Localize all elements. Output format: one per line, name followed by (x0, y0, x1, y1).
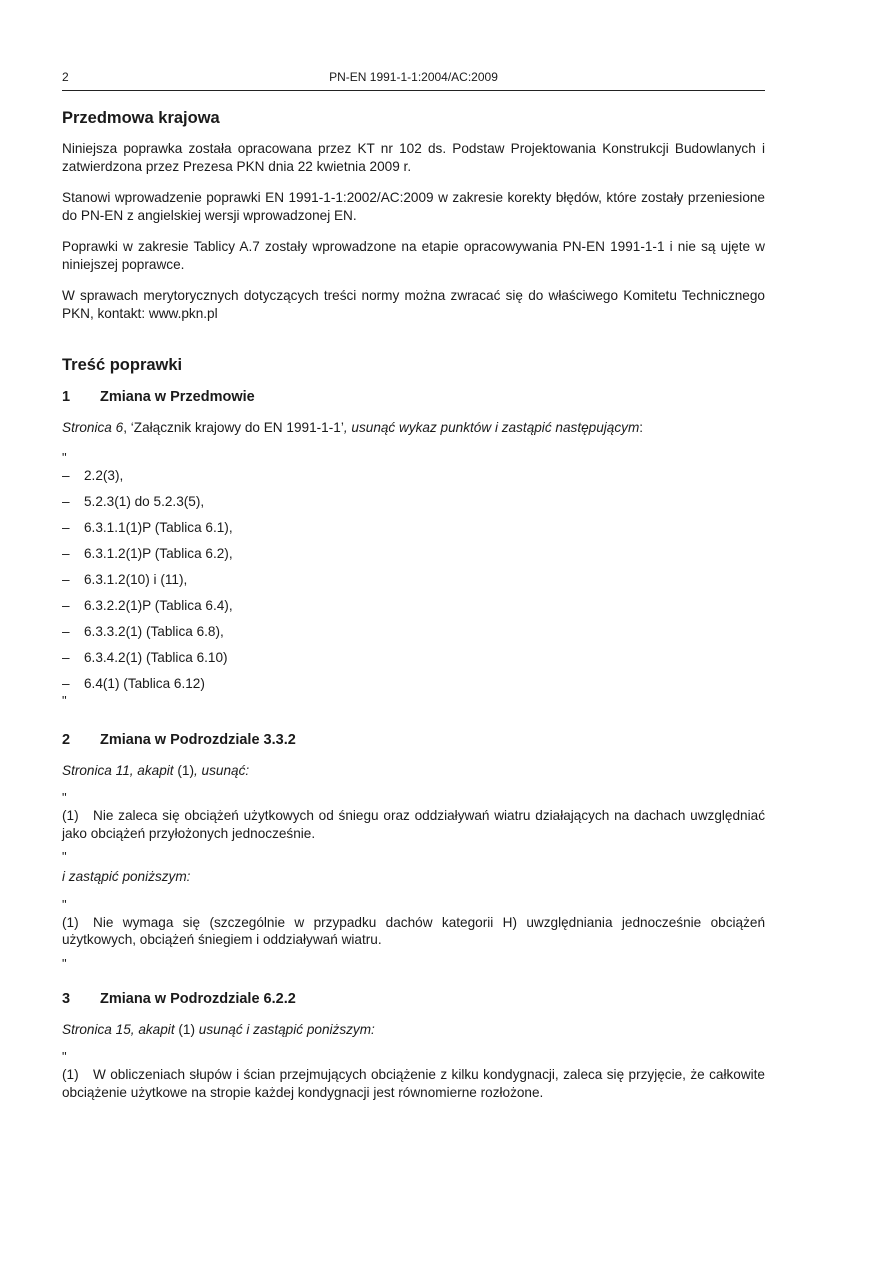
paragraph-text: Nie wymaga się (szczególnie w przypadku dachów kategorii H) uwzględniania jednocześnie obciążeń użytkowych, obciążeń śniegiem i oddziaływań wiatru. (62, 914, 765, 947)
section-2-old-paragraph (62, 807, 765, 842)
section-1-title: Zmiana w Przedmowie (100, 389, 255, 405)
paragraph-text: W obliczeniach słupów i ścian przejmujących obciążenie z kilku kondygnacji, zaleca się przyjęcie, że całkowite obciążenie użytkowe na stropie każdej kondygnacji jest równomierne rozłożone. (62, 1067, 765, 1100)
quote-mark: " (62, 790, 67, 805)
section-2-replace-instruction: i zastąpić poniższym: (62, 869, 191, 884)
list-item (62, 623, 765, 640)
list-item-text: 5.2.3(1) do 5.2.3(5), (84, 493, 205, 509)
list-item (62, 597, 765, 614)
list-dash: – (62, 675, 70, 691)
foreword-paragraph-2: Stanowi wprowadzenie poprawki EN 1991-1-1:2002/AC:2009 w zakresie korekty błędów, które zostały przeniesione do PN-EN z angielskiej wersji wprowadzonej EN. (62, 190, 765, 223)
quote-mark: " (62, 849, 67, 864)
list-dash: – (62, 519, 70, 535)
list-dash: – (62, 467, 70, 483)
list-item (62, 545, 765, 562)
list-item (62, 519, 765, 536)
quote-mark-open: " (62, 449, 67, 465)
foreword-paragraph-4-text: W sprawach merytorycznych dotyczących treści normy można zwracać się do właściwego Komitetu Technicznego PKN, kontakt: (62, 288, 765, 321)
section-1-instr-c: ‘Załącznik krajowy do EN 1991-1-1’ (130, 420, 344, 435)
section-2-instr-c: , usunąć: (194, 762, 250, 778)
section-3-heading (62, 991, 765, 1007)
section-3-title: Zmiana w Podrozdziale 6.2.2 (100, 990, 296, 1007)
list-item-text: 2.2(3), (84, 467, 124, 483)
quote-mark: " (62, 896, 67, 912)
page-number: 2 (62, 70, 69, 84)
document-page (62, 68, 765, 1101)
page-header (62, 68, 765, 91)
list-item (62, 571, 765, 588)
section-3-instr-b: (1) (178, 1021, 195, 1037)
list-dash: – (62, 493, 70, 509)
list-dash: – (62, 597, 70, 613)
list-item-text: 6.3.3.2(1) (Tablica 6.8), (84, 623, 224, 639)
paragraph-number: (1) (62, 808, 79, 823)
paragraph-number: (1) (62, 1067, 79, 1082)
foreword-paragraph-4 (62, 287, 765, 322)
section-2-new-paragraph (62, 914, 765, 949)
list-item-text: 6.4(1) (Tablica 6.12) (84, 675, 205, 691)
list-item (62, 493, 765, 510)
foreword-heading: Przedmowa krajowa (62, 109, 220, 127)
list-item (62, 649, 765, 666)
list-item (62, 467, 765, 484)
section-3-instruction (62, 1021, 765, 1039)
list-dash: – (62, 649, 70, 665)
foreword-paragraph-1: Niniejsza poprawka została opracowana przez KT nr 102 ds. Podstaw Projektowania Konstrukcji Budowlanych i zatwierdzona przez Prezesa PKN dnia 22 kwietnia 2009 r. (62, 141, 765, 174)
quote-mark-close: " (62, 692, 67, 708)
document-code: PN-EN 1991-1-1:2004/AC:2009 (329, 70, 498, 84)
list-dash: – (62, 571, 70, 587)
content-heading: Treść poprawki (62, 356, 183, 374)
section-3-paragraph (62, 1066, 765, 1101)
section-1-instruction (62, 419, 765, 437)
foreword-paragraph-3: Poprawki w zakresie Tablicy A.7 zostały wprowadzone na etapie opracowywania PN-EN 1991-1-1 i nie są ujęte w niniejszej poprawce. (62, 239, 765, 272)
list-item-text: 6.3.1.2(1)P (Tablica 6.2), (84, 545, 233, 561)
list-item (62, 675, 765, 692)
quote-mark: " (62, 955, 67, 971)
section-1-number: 1 (62, 389, 71, 405)
list-item-text: 6.3.4.2(1) (Tablica 6.10) (84, 649, 228, 665)
list-item-text: 6.3.2.2(1)P (Tablica 6.4), (84, 597, 233, 613)
section-1-instr-e: : (639, 420, 644, 435)
section-3-instr-a: Stronica 15, akapit (62, 1021, 179, 1037)
section-2-instr-a: Stronica 11, akapit (62, 762, 178, 778)
section-2-heading (62, 732, 765, 748)
paragraph-number: (1) (62, 914, 79, 930)
section-3-instr-c: usunąć i zastąpić poniższym: (195, 1021, 375, 1037)
replacement-list (62, 467, 765, 692)
section-1-instr-d: , usunąć wykaz punktów i zastąpić następującym (343, 420, 640, 435)
section-2-number: 2 (62, 731, 71, 748)
list-dash: – (62, 545, 70, 561)
list-item-text: 6.3.1.2(10) i (11), (84, 571, 188, 587)
section-1-instr-a: Stronica 6 (62, 420, 124, 435)
quote-mark: " (62, 1049, 67, 1064)
list-item-text: 6.3.1.1(1)P (Tablica 6.1), (84, 519, 233, 535)
section-3-number: 3 (62, 990, 71, 1007)
list-dash: – (62, 623, 70, 639)
paragraph-text: Nie zaleca się obciążeń użytkowych od śniegu oraz oddziaływań wiatru działających na dachach uwzględniać jako obciążeń przyłożonych jednocześnie. (62, 808, 765, 841)
section-2-instruction (62, 762, 765, 780)
section-2-title: Zmiana w Podrozdziale 3.3.2 (100, 731, 296, 748)
section-2-instr-b: (1) (177, 762, 194, 778)
pkn-website-link[interactable]: www.pkn.pl (148, 305, 218, 321)
section-1-instr-b: , (123, 420, 131, 435)
section-1-heading (62, 389, 765, 405)
